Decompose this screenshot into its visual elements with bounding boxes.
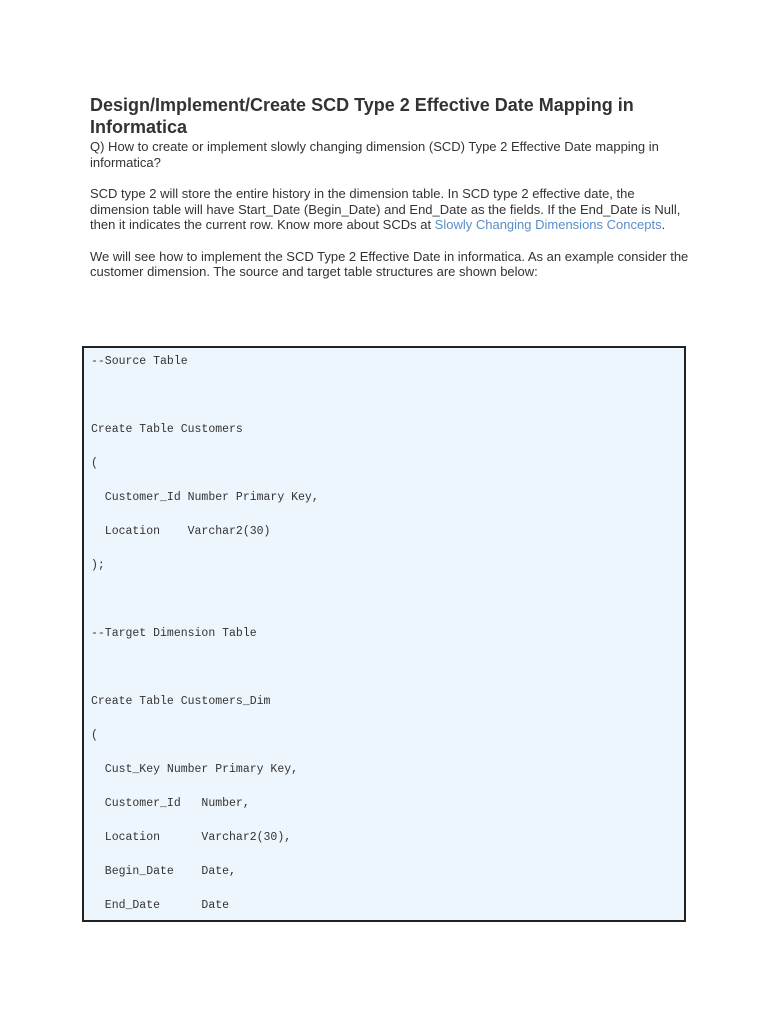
code-line: ( xyxy=(91,729,98,742)
scd-concepts-link[interactable]: Slowly Changing Dimensions Concepts xyxy=(434,217,662,232)
code-line xyxy=(91,660,684,694)
code-lines xyxy=(84,348,684,922)
code-line: Begin_Date Date, xyxy=(91,865,236,878)
code-line: Cust_Key Number Primary Key, xyxy=(91,763,299,776)
article-content xyxy=(90,94,690,280)
code-line xyxy=(91,592,684,626)
scd-intro-text: SCD type 2 will store the entire history in the dimension table. In SCD type 2 effective date, the dimension table will have Start_Date (Begin_Date) and End_Date as the fields. If the End_Date is Null, then it indicates the current row. Know more about SCDs at xyxy=(90,186,681,232)
code-line: Create Table Customers_Dim xyxy=(91,695,271,708)
question-paragraph: Q) How to create or implement slowly changing dimension (SCD) Type 2 Effective Date mapping in informatica? xyxy=(90,139,659,170)
code-line: Location Varchar2(30) xyxy=(91,525,271,538)
article-title: Design/Implement/Create SCD Type 2 Effective Date Mapping in Informatica xyxy=(90,95,634,137)
code-line: Location Varchar2(30), xyxy=(91,831,292,844)
code-line: --Target Dimension Table xyxy=(91,627,257,640)
scd-intro-paragraph xyxy=(90,186,690,233)
code-line: Create Table Customers xyxy=(91,423,243,436)
code-line: ( xyxy=(91,457,98,470)
code-line xyxy=(91,388,684,422)
code-block xyxy=(82,346,686,922)
code-line: Customer_Id Number, xyxy=(91,797,250,810)
code-line: ); xyxy=(91,559,105,572)
code-line: --Source Table xyxy=(91,355,188,368)
code-line: Customer_Id Number Primary Key, xyxy=(91,491,319,504)
code-line: End_Date Date xyxy=(91,899,230,912)
scd-intro-end: . xyxy=(661,217,666,232)
implementation-paragraph: We will see how to implement the SCD Type 2 Effective Date in informatica. As an example consider the customer dimension. The source and target table structures are shown below: xyxy=(90,248,689,279)
